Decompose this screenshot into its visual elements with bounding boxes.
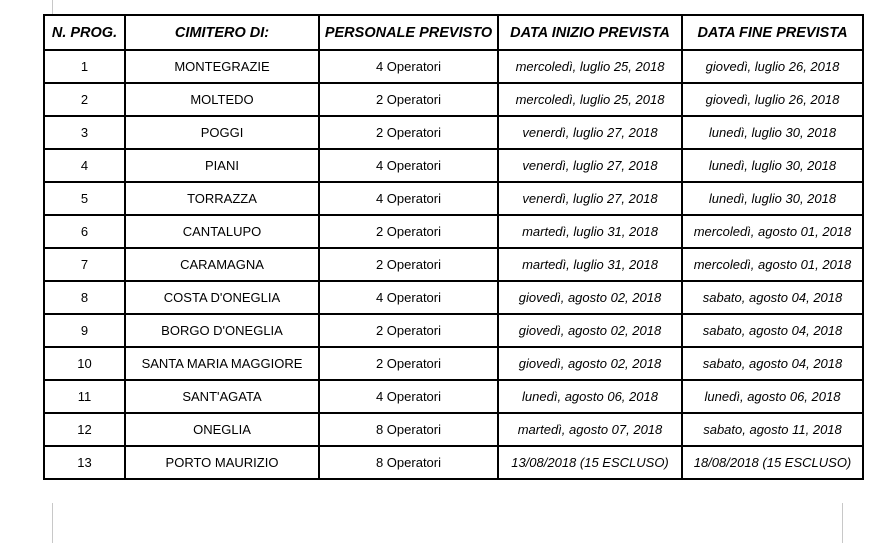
cell-prog-number: 6 xyxy=(44,215,125,248)
cell-prog-number: 3 xyxy=(44,116,125,149)
cell-staff: 4 Operatori xyxy=(319,182,498,215)
cell-start-date: venerdì, luglio 27, 2018 xyxy=(498,182,682,215)
cell-start-date: lunedì, agosto 06, 2018 xyxy=(498,380,682,413)
header-end-date: DATA FINE PREVISTA xyxy=(682,15,863,50)
cell-end-date: giovedì, luglio 26, 2018 xyxy=(682,50,863,83)
cell-staff: 2 Operatori xyxy=(319,215,498,248)
header-staff: PERSONALE PREVISTO xyxy=(319,15,498,50)
table-row xyxy=(44,182,863,215)
cell-staff: 4 Operatori xyxy=(319,50,498,83)
cell-start-date: martedì, luglio 31, 2018 xyxy=(498,248,682,281)
cell-cemetery: MONTEGRAZIE xyxy=(125,50,319,83)
table-row xyxy=(44,149,863,182)
cell-cemetery: COSTA D'ONEGLIA xyxy=(125,281,319,314)
cell-staff: 8 Operatori xyxy=(319,446,498,479)
cell-prog-number: 1 xyxy=(44,50,125,83)
cell-prog-number: 2 xyxy=(44,83,125,116)
table-row xyxy=(44,83,863,116)
cell-prog-number: 12 xyxy=(44,413,125,446)
table-row xyxy=(44,314,863,347)
header-row xyxy=(44,15,863,50)
cemetery-schedule-table xyxy=(43,14,864,480)
cell-end-date: sabato, agosto 04, 2018 xyxy=(682,347,863,380)
cell-prog-number: 9 xyxy=(44,314,125,347)
page-margin-guide xyxy=(52,0,53,14)
cell-start-date: giovedì, agosto 02, 2018 xyxy=(498,314,682,347)
table-row xyxy=(44,116,863,149)
header-cemetery: CIMITERO DI: xyxy=(125,15,319,50)
table-body xyxy=(44,50,863,479)
cell-start-date: giovedì, agosto 02, 2018 xyxy=(498,347,682,380)
cell-staff: 4 Operatori xyxy=(319,380,498,413)
cell-end-date: lunedì, agosto 06, 2018 xyxy=(682,380,863,413)
page-margin-guide xyxy=(842,503,843,543)
cell-cemetery: PIANI xyxy=(125,149,319,182)
cell-start-date: martedì, agosto 07, 2018 xyxy=(498,413,682,446)
table-row xyxy=(44,380,863,413)
cell-prog-number: 10 xyxy=(44,347,125,380)
cell-staff: 2 Operatori xyxy=(319,248,498,281)
table-row xyxy=(44,248,863,281)
cell-staff: 2 Operatori xyxy=(319,116,498,149)
cell-start-date: mercoledì, luglio 25, 2018 xyxy=(498,83,682,116)
cell-prog-number: 8 xyxy=(44,281,125,314)
cell-end-date: sabato, agosto 11, 2018 xyxy=(682,413,863,446)
cell-cemetery: POGGI xyxy=(125,116,319,149)
cell-end-date: mercoledì, agosto 01, 2018 xyxy=(682,248,863,281)
cell-cemetery: MOLTEDO xyxy=(125,83,319,116)
table-row xyxy=(44,413,863,446)
cell-start-date: martedì, luglio 31, 2018 xyxy=(498,215,682,248)
table-row xyxy=(44,215,863,248)
cell-cemetery: ONEGLIA xyxy=(125,413,319,446)
cell-start-date: mercoledì, luglio 25, 2018 xyxy=(498,50,682,83)
cell-staff: 4 Operatori xyxy=(319,281,498,314)
cell-cemetery: SANT'AGATA xyxy=(125,380,319,413)
cell-cemetery: BORGO D'ONEGLIA xyxy=(125,314,319,347)
cell-prog-number: 13 xyxy=(44,446,125,479)
cell-cemetery: CARAMAGNA xyxy=(125,248,319,281)
cell-start-date: venerdì, luglio 27, 2018 xyxy=(498,116,682,149)
cell-end-date: lunedì, luglio 30, 2018 xyxy=(682,182,863,215)
cell-end-date: lunedì, luglio 30, 2018 xyxy=(682,149,863,182)
cell-staff: 4 Operatori xyxy=(319,149,498,182)
cell-staff: 2 Operatori xyxy=(319,83,498,116)
cell-end-date: giovedì, luglio 26, 2018 xyxy=(682,83,863,116)
cell-prog-number: 7 xyxy=(44,248,125,281)
page-margin-guide xyxy=(52,503,53,543)
header-start-date: DATA INIZIO PREVISTA xyxy=(498,15,682,50)
cell-cemetery: PORTO MAURIZIO xyxy=(125,446,319,479)
cell-cemetery: SANTA MARIA MAGGIORE xyxy=(125,347,319,380)
cell-end-date: mercoledì, agosto 01, 2018 xyxy=(682,215,863,248)
header-prog-number: N. PROG. xyxy=(44,15,125,50)
cell-staff: 8 Operatori xyxy=(319,413,498,446)
cell-start-date: venerdì, luglio 27, 2018 xyxy=(498,149,682,182)
cell-prog-number: 4 xyxy=(44,149,125,182)
table-row xyxy=(44,281,863,314)
cell-prog-number: 11 xyxy=(44,380,125,413)
table-row xyxy=(44,50,863,83)
cell-end-date: lunedì, luglio 30, 2018 xyxy=(682,116,863,149)
cell-end-date: sabato, agosto 04, 2018 xyxy=(682,281,863,314)
table-row xyxy=(44,347,863,380)
table-row xyxy=(44,446,863,479)
cell-cemetery: TORRAZZA xyxy=(125,182,319,215)
cell-cemetery: CANTALUPO xyxy=(125,215,319,248)
cell-prog-number: 5 xyxy=(44,182,125,215)
cell-start-date: 13/08/2018 (15 ESCLUSO) xyxy=(498,446,682,479)
cell-end-date: 18/08/2018 (15 ESCLUSO) xyxy=(682,446,863,479)
cell-staff: 2 Operatori xyxy=(319,347,498,380)
cell-start-date: giovedì, agosto 02, 2018 xyxy=(498,281,682,314)
cell-end-date: sabato, agosto 04, 2018 xyxy=(682,314,863,347)
cell-staff: 2 Operatori xyxy=(319,314,498,347)
